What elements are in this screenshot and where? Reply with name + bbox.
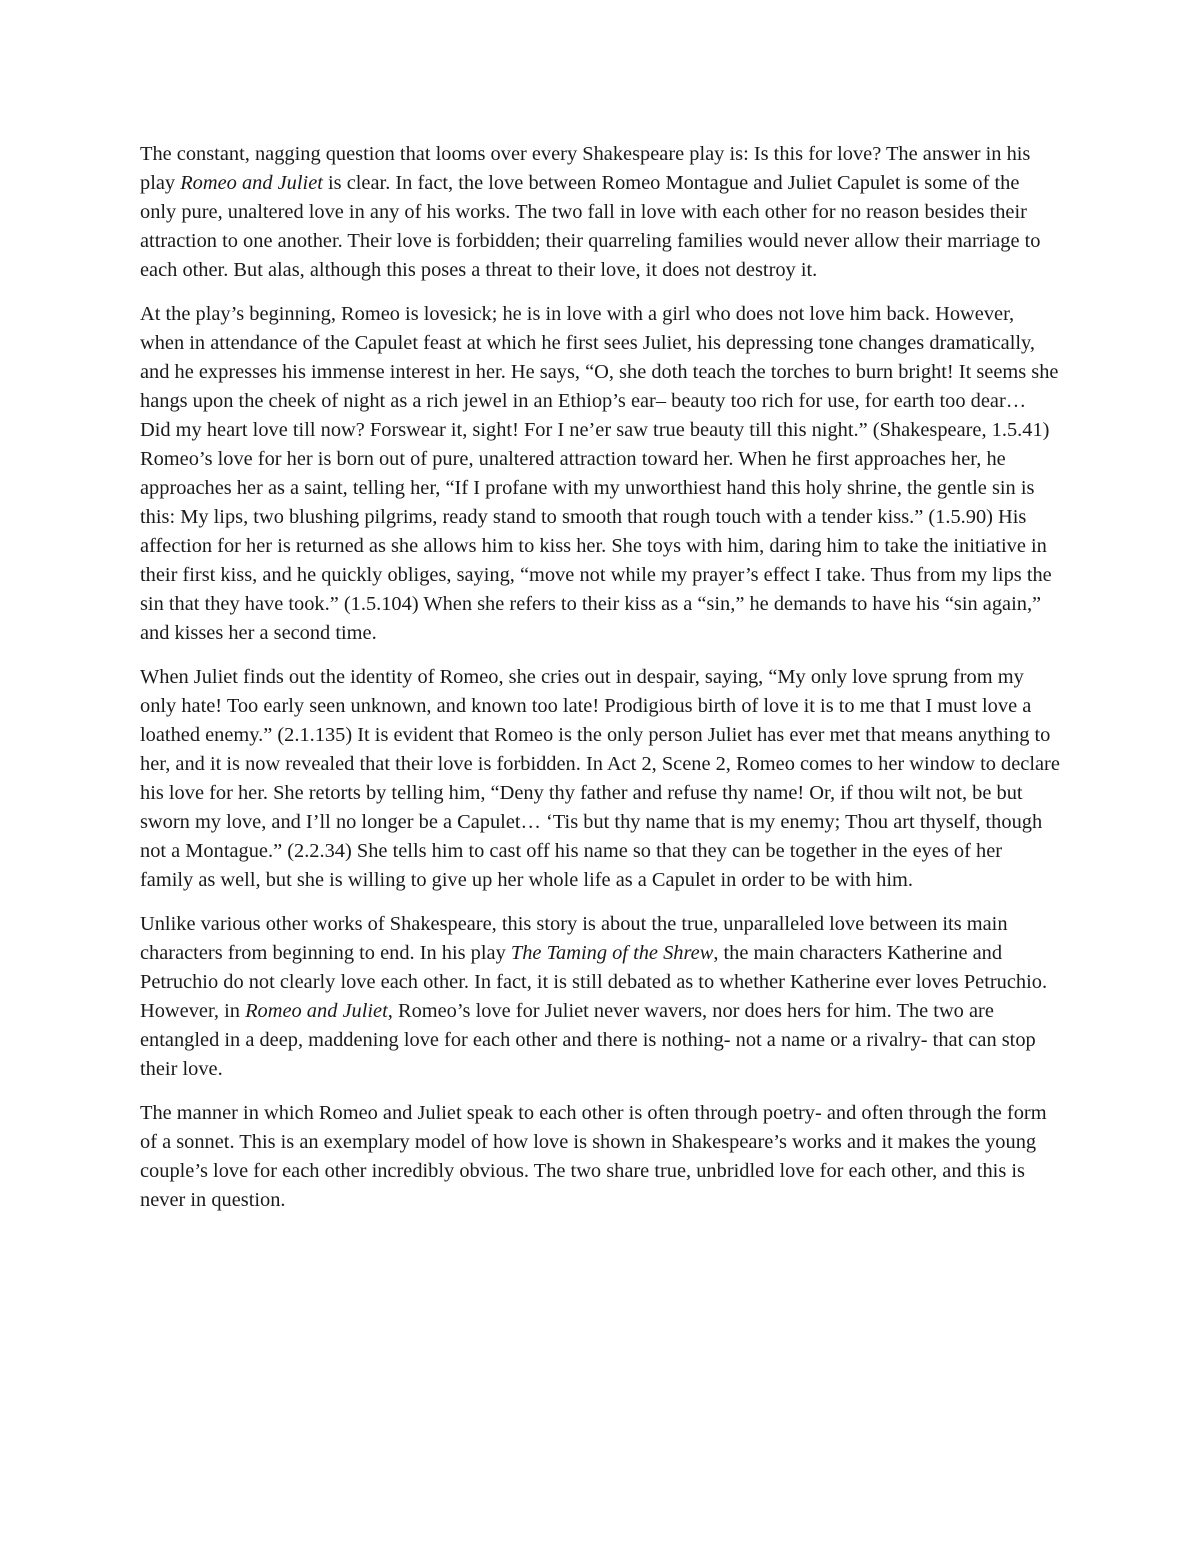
paragraph-5-segment-1: The manner in which Romeo and Juliet speak to each other is often through poetry- and often through the form of a sonnet. This is an exemplary model of how love is shown in Shakespeare’s works and it makes the young couple’s love for each other incredibly obvious. The two share true, unbridled love for each other, and this is never in question. [140,1102,1047,1211]
play-title-romeo-and-juliet: Romeo and Juliet [180,172,323,194]
paragraph-4-segment-3: , the main characters Katherine and Petruchio do not clearly love each other. In fact, it is still debated as to whether Katherine ever loves Petruchio. However, in [140,942,1048,1022]
paragraph-4 [140,910,1060,1084]
paragraph-2-segment-1: At the play’s beginning, Romeo is lovesick; he is in love with a girl who does not love him back. However, when in attendance of the Capulet feast at which he first sees Juliet, his depressing tone changes dramatically, and he expresses his immense interest in her. He says, “O, she doth teach the torches to burn bright! It seems she hangs upon the cheek of night as a rich jewel in an Ethiop’s ear– beauty too rich for use, for earth too dear… Did my heart love till now? Forswear it, sight! For I ne’er saw true beauty till this night.” (Shakespeare, 1.5.41) Romeo’s love for her is born out of pure, unaltered attraction toward her. When he first approaches her, he approaches her as a saint, telling her, “If I profane with my unworthiest hand this holy shrine, the gentle sin is this: My lips, two blushing pilgrims, ready stand to smooth that rough touch with a tender kiss.” (1.5.90) His affection for her is returned as she allows him to kiss her. She toys with him, daring him to take the initiative in their first kiss, and he quickly obliges, saying, “move not while my prayer’s effect I take. Thus from my lips the sin that they have took.” (1.5.104) When she refers to their kiss as a “sin,” he demands to have his “sin again,” and kisses her a second time. [140,303,1059,644]
paragraph-4-segment-5: , Romeo’s love for Juliet never wavers, nor does hers for him. The two are entangled in a deep, maddening love for each other and there is nothing- not a name or a rivalry- that can stop their love. [140,1000,1036,1080]
paragraph-4-segment-1: Unlike various other works of Shakespeare, this story is about the true, unparalleled love between its main characters from beginning to end. In his play [140,913,1008,964]
paragraph-2 [140,300,1060,648]
paragraph-1-segment-3: is clear. In fact, the love between Romeo Montague and Juliet Capulet is some of the only pure, unaltered love in any of his works. The two fall in love with each other for no reason besides their attraction to one another. Their love is forbidden; their quarreling families would never allow their marriage to each other. But alas, although this poses a threat to their love, it does not destroy it. [140,172,1041,281]
essay-body [140,140,1060,1230]
paragraph-1 [140,140,1060,285]
play-title-taming-of-the-shrew: The Taming of the Shrew [510,942,714,964]
paragraph-3 [140,663,1060,895]
paragraph-5 [140,1099,1060,1215]
play-title-romeo-and-juliet-2: Romeo and Juliet [245,1000,388,1022]
paragraph-3-segment-1: When Juliet finds out the identity of Romeo, she cries out in despair, saying, “My only love sprung from my only hate! Too early seen unknown, and known too late! Prodigious birth of love it is to me that I must love a loathed enemy.” (2.1.135) It is evident that Romeo is the only person Juliet has ever met that means anything to her, and it is now revealed that their love is forbidden. In Act 2, Scene 2, Romeo comes to her window to declare his love for her. She retorts by telling him, “Deny thy father and refuse thy name! Or, if thou wilt not, be but sworn my love, and I’ll no longer be a Capulet… ‘Tis but thy name that is my enemy; Thou art thyself, though not a Montague.” (2.2.34) She tells him to cast off his name so that they can be together in the eyes of her family as well, but she is willing to give up her whole life as a Capulet in order to be with him. [140,666,1060,891]
paragraph-1-segment-1: The constant, nagging question that looms over every Shakespeare play is: Is this for love? The answer in his play [140,143,1031,194]
